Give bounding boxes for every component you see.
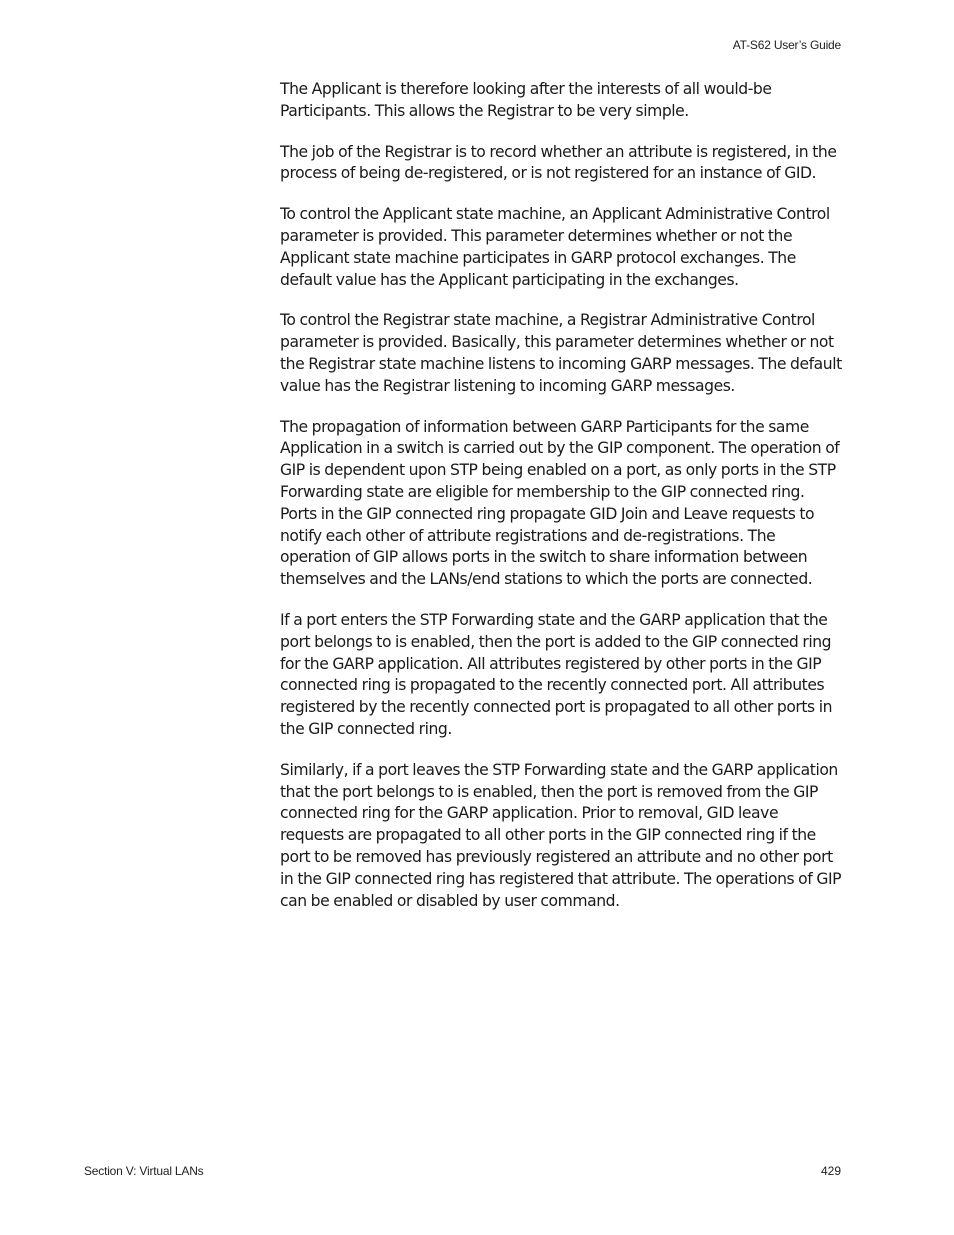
paragraph-gip-propagation: The propagation of information between GARP Participants for the same Application in a switch is carried out by the GIP component. The operation of GIP is dependent upon STP being enabled on a port, as only ports in the STP Forwarding state are eligible for membership to the GIP connected ring. Ports in the GIP connected ring propagate GID Join and Leave requests to notify each other of attribute registrations and de-registrations. The operation of GIP allows ports in the switch to share information between themselves and the LANs/end stations to which the ports are connected.	[280, 417, 840, 589]
running-header: AT-S62 User’s Guide	[732, 38, 841, 52]
paragraph-registrar-job: The job of the Registrar is to record whether an attribute is registered, in the process of being de-registered, or is not registered for an instance of GID.	[280, 142, 837, 183]
page-number: 429	[820, 1164, 841, 1178]
paragraph-port-leaves: Similarly, if a port leaves the STP Forwarding state and the GARP application that the port belongs to is enabled, then the port is removed from the GIP connected ring for the GARP application. Prior to removal, GID leave requests are propagated to all other ports in the GIP connected ring if the port to be removed has previously registered an attribute and no other port in the GIP connected ring has registered that attribute. The operations of GIP can be enabled or disabled by user command.	[280, 760, 842, 910]
paragraph-port-enters: If a port enters the STP Forwarding state and the GARP application that the port belongs to is enabled, then the port is added to the GIP connected ring for the GARP application. All attributes registered by other ports in the GIP connected ring is propagated to the recently connected port. All attributes registered by the recently connected port is propagated to all other ports in the GIP connected ring.	[280, 610, 833, 738]
paragraph-applicant-control: To control the Applicant state machine, an Applicant Administrative Control parameter is provided. This parameter determines whether or not the Applicant state machine participates in GARP protocol exchanges. The default value has the Applicant participating in the exchanges.	[280, 205, 830, 289]
paragraph-applicant: The Applicant is therefore looking after the interests of all would-be Participants. This allows the Registrar to be very simple.	[280, 80, 772, 120]
footer-section: Section V: Virtual LANs	[84, 1164, 204, 1178]
paragraph-registrar-control: To control the Registrar state machine, a Registrar Administrative Control parameter is provided. Basically, this parameter determines whether or not the Registrar state machine listens to incoming GARP messages. The default value has the Registrar listening to incoming GARP messages.	[280, 311, 842, 395]
body-text	[280, 79, 842, 931]
